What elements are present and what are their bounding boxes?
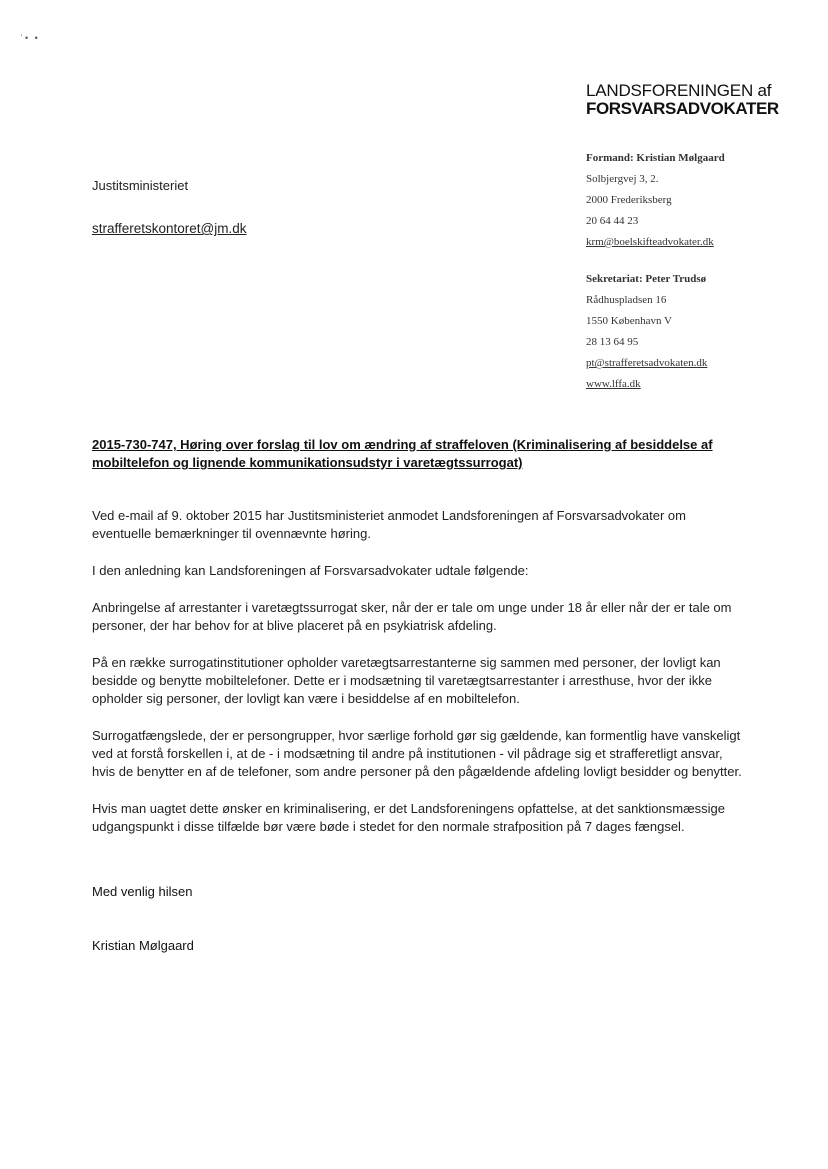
paragraph-5: Surrogatfængslede, der er persongrupper, hvor særlige forhold gør sig gældende, kan formentlig have vanskeligt ved at forstå forskellen i, at de - i modsætning til andre på institutionen - vil pådrage sig et strafferetligt ansvar, hvis de benytter en af de telefoner, som andre personer på den pågældende afdeling lovligt besidder og benytter. — [92, 728, 742, 779]
letterhead-line2: FORSVARSADVOKATER — [586, 99, 779, 118]
paragraph-1: Ved e-mail af 9. oktober 2015 har Justitsministeriet anmodet Landsforeningen af Forsvarsadvokater om eventuelle bemærkninger til ovennævnte høring. — [92, 508, 686, 541]
recipient-name: Justitsministeriet — [92, 178, 189, 193]
closing-salutation: Med venlig hilsen — [92, 884, 193, 899]
secretariat-label: Sekretariat: Peter Trudsø — [586, 273, 707, 285]
paragraph-4: På en række surrogatinstitutioner opholder varetægtsarrestanterne sig sammen med personer, der lovligt kan besidde og benytte mobiltelefoner. Dette er i modsætning til varetægtsarrestanter i arresthuse, hvor der ikke opholder sig personer, der lovligt kan være i besiddelse af en mobiltelefon. — [92, 655, 721, 706]
letterhead-line1: LANDSFORENINGEN af — [586, 81, 772, 100]
secretariat-email-link[interactable]: pt@strafferetsadvokaten.dk — [586, 357, 708, 369]
chair-phone: 20 64 44 23 — [586, 215, 639, 227]
recipient-block — [92, 178, 247, 236]
letterhead-logo — [586, 82, 806, 118]
signer-name: Kristian Mølgaard — [92, 938, 194, 953]
recipient-email-link[interactable]: strafferetskontoret@jm.dk — [92, 221, 247, 236]
secretariat-phone: 28 13 64 95 — [586, 336, 639, 348]
subject-heading: 2015-730-747, Høring over forslag til lov om ændring af straffeloven (Kriminalisering af besiddelse af mobiltelefon og lignende kommunikationsudstyr i varetægtssurrogat) — [92, 437, 713, 470]
secretariat-street: Rådhuspladsen 16 — [586, 294, 667, 306]
scan-artifact-marks: ʿ• • — [20, 33, 40, 43]
secretariat-city: 1550 København V — [586, 315, 672, 327]
paragraph-2: I den anledning kan Landsforeningen af Forsvarsadvokater udtale følgende: — [92, 563, 529, 578]
paragraph-6: Hvis man uagtet dette ønsker en kriminalisering, er det Landsforeningens opfattelse, at det sanktionsmæssige udgangspunkt i disse tilfælde bør være bøde i stedet for den normale strafposition på 7 dages fængsel. — [92, 801, 726, 834]
paragraph-3: Anbringelse af arrestanter i varetægtssurrogat sker, når der er tale om unge under 18 år eller når der er tale om personer, der har behov for at blive placeret på en psykiatrisk afdeling. — [92, 600, 732, 633]
contact-gap — [586, 253, 806, 269]
chair-email-link[interactable]: krm@boelskifteadvokater.dk — [586, 236, 714, 248]
chair-street: Solbjergvej 3, 2. — [586, 173, 659, 185]
letter-body — [92, 507, 742, 855]
contact-block — [586, 148, 806, 395]
website-link[interactable]: www.lffa.dk — [586, 378, 641, 390]
chair-city: 2000 Frederiksberg — [586, 194, 672, 206]
chair-label: Formand: Kristian Mølgaard — [586, 152, 725, 164]
